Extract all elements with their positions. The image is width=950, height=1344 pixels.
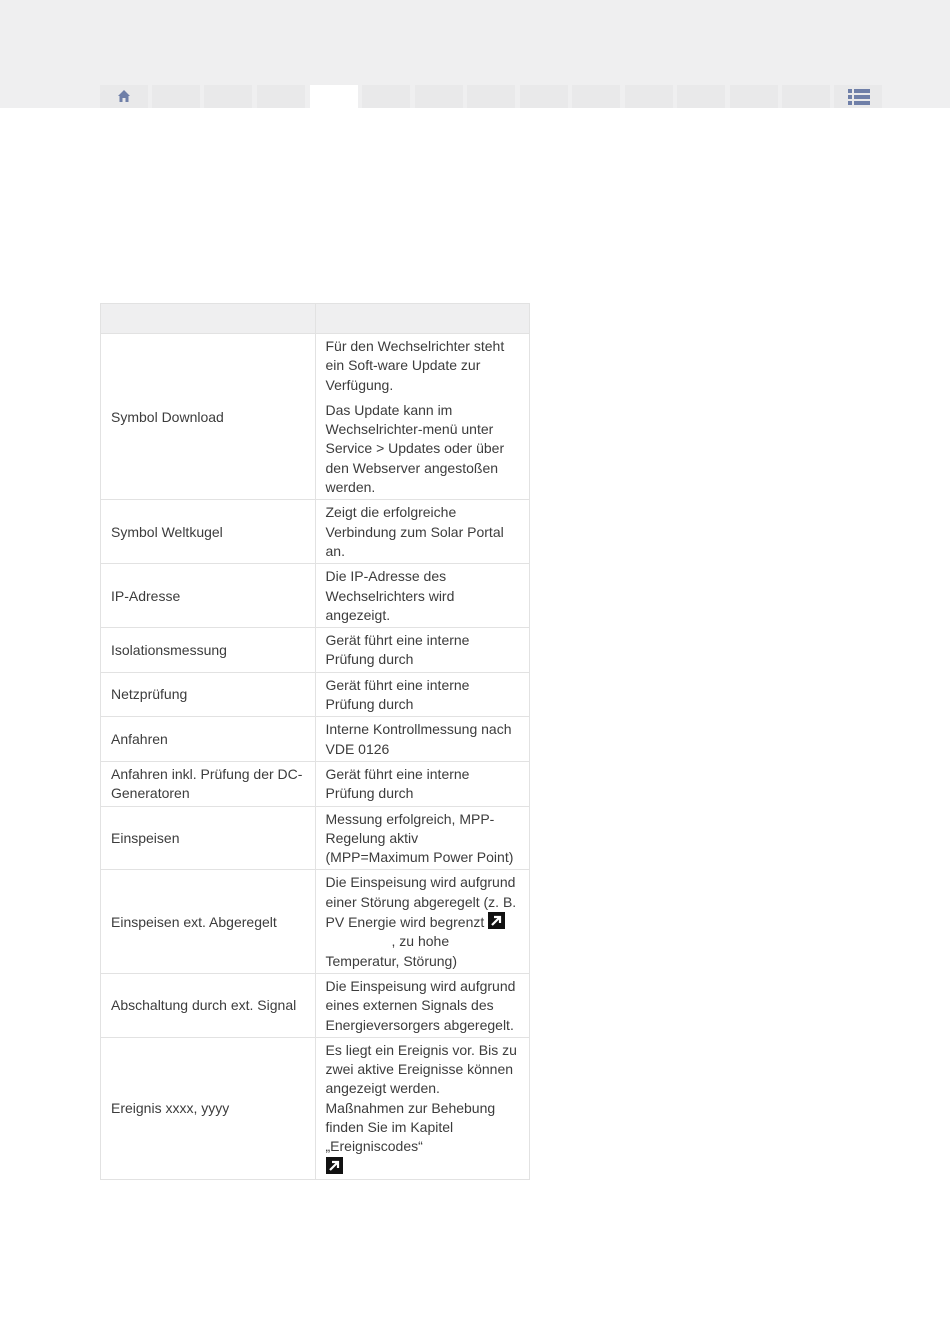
table-row xyxy=(101,806,530,870)
table-header-cell-label xyxy=(101,304,316,334)
top-navigation-bar xyxy=(0,0,950,108)
row-label: Einspeisen ext. Abgeregelt xyxy=(101,870,316,973)
row-description xyxy=(315,870,530,973)
row-description: Zeigt die erfolgreiche Verbindung zum Solar Portal an. xyxy=(315,500,530,564)
description-paragraph: Das Update kann im Wechselrichter-menü unter Service > Updates oder über den Webserver angestoßen werden. xyxy=(325,401,505,496)
row-description: Messung erfolgreich, MPP-Regelung aktiv (MPP=Maximum Power Point) xyxy=(315,806,530,870)
tab-chapter-8[interactable] xyxy=(520,85,568,108)
cross-reference-arrow-icon[interactable] xyxy=(488,912,505,929)
row-label: Symbol Download xyxy=(101,334,316,500)
row-description: Gerät führt eine interne Prüfung durch xyxy=(315,761,530,806)
table-row xyxy=(101,500,530,564)
row-label: Isolationsmessung xyxy=(101,628,316,673)
table-row xyxy=(101,564,530,628)
table-row xyxy=(101,672,530,717)
tab-chapter-10[interactable] xyxy=(625,85,673,108)
tab-chapter-12[interactable] xyxy=(730,85,778,108)
row-label: Anfahren xyxy=(101,717,316,762)
table-header-row xyxy=(101,304,530,334)
row-label: Anfahren inkl. Prüfung der DC-Generatoren xyxy=(101,761,316,806)
row-description: Interne Kontrollmessung nach VDE 0126 xyxy=(315,717,530,762)
tab-home[interactable] xyxy=(100,85,148,108)
row-description: Gerät führt eine interne Prüfung durch xyxy=(315,672,530,717)
home-icon xyxy=(117,89,131,103)
tab-chapter-4[interactable] xyxy=(310,85,358,108)
table-row xyxy=(101,717,530,762)
row-label: IP-Adresse xyxy=(101,564,316,628)
row-description xyxy=(315,334,530,500)
row-label: Ereignis xxxx, yyyy xyxy=(101,1037,316,1179)
row-description: Gerät führt eine interne Prüfung durch xyxy=(315,628,530,673)
tab-chapter-11[interactable] xyxy=(677,85,725,108)
row-description xyxy=(315,1037,530,1179)
tab-chapter-3[interactable] xyxy=(257,85,305,108)
table-row xyxy=(101,870,530,973)
tab-chapter-9[interactable] xyxy=(572,85,620,108)
row-label: Netzprüfung xyxy=(101,672,316,717)
row-label: Einspeisen xyxy=(101,806,316,870)
description-text: Es liegt ein Ereignis vor. Bis zu zwei aktive Ereignisse können angezeigt werden. Maßnahmen zur Behebung finden Sie im Kapitel „Ereigniscodes“ xyxy=(325,1041,517,1155)
table-row xyxy=(101,1037,530,1179)
table-row xyxy=(101,761,530,806)
tab-chapter-13[interactable] xyxy=(782,85,830,108)
contents-menu-button[interactable] xyxy=(834,85,882,108)
description-text: Die Einspeisung wird aufgrund einer Störung abgeregelt (z. B. PV Energie wird begrenzt xyxy=(325,874,517,931)
table-row xyxy=(101,628,530,673)
tab-chapter-5[interactable] xyxy=(362,85,410,108)
row-description: Die IP-Adresse des Wechselrichters wird angezeigt. xyxy=(315,564,530,628)
table-header-cell-description xyxy=(315,304,530,334)
row-description: Die Einspeisung wird aufgrund eines externen Signals des Energieversorgers abgeregelt. xyxy=(315,973,530,1037)
description-paragraph: Für den Wechselrichter steht ein Soft-ware Update zur Verfügung. xyxy=(325,338,505,393)
list-menu-icon xyxy=(848,88,870,106)
tab-chapter-2[interactable] xyxy=(204,85,252,108)
table-row xyxy=(101,973,530,1037)
tab-chapter-7[interactable] xyxy=(467,85,515,108)
row-label: Abschaltung durch ext. Signal xyxy=(101,973,316,1037)
tab-chapter-1[interactable] xyxy=(152,85,200,108)
table-row xyxy=(101,334,530,500)
cross-reference-arrow-icon[interactable] xyxy=(326,1157,343,1174)
status-display-table xyxy=(100,303,530,1180)
tab-chapter-6[interactable] xyxy=(415,85,463,108)
row-label: Symbol Weltkugel xyxy=(101,500,316,564)
description-text: , zu hohe Temperatur, Störung) xyxy=(325,933,458,969)
